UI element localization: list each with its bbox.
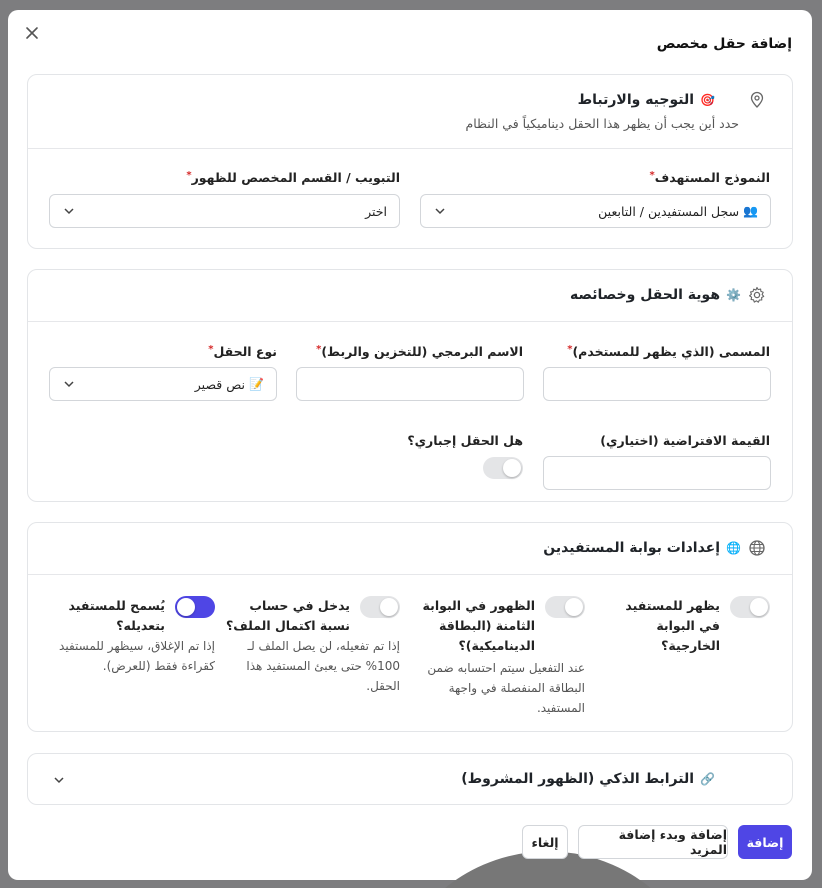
close-icon — [24, 25, 40, 41]
target-emoji-icon: 🎯 — [700, 93, 715, 107]
link-emoji-icon: 🔗 — [700, 772, 715, 786]
required-marker: * — [316, 344, 322, 355]
toggle-knob — [177, 598, 195, 616]
tab-section-value: اختر — [365, 203, 387, 219]
eighth-portal-label: الظهور في البوابة الثامنة (البطاقة الديناميكية)؟ — [422, 598, 535, 653]
code-name-label — [315, 344, 523, 359]
cancel-button[interactable]: إلغاء — [522, 825, 568, 859]
required-question-label: هل الحقل إجباري؟ — [407, 433, 523, 448]
modal-title: إضافة حقل مخصص — [656, 36, 792, 52]
add-button[interactable]: إضافة — [738, 825, 792, 859]
gear-emoji-icon: ⚙️ — [726, 288, 741, 302]
field-type-value-text: نص قصير — [194, 376, 246, 392]
required-marker: * — [208, 344, 214, 355]
smart-link-title — [461, 771, 715, 787]
map-pin-icon — [748, 91, 766, 109]
eighth-portal-toggle[interactable] — [545, 596, 585, 618]
required-toggle[interactable] — [483, 457, 523, 479]
allow-edit-toggle[interactable] — [175, 596, 215, 618]
close-button[interactable] — [22, 24, 42, 44]
target-model-value-text: سجل المستفيدين / التابعين — [598, 203, 740, 219]
portal-card-header — [28, 523, 792, 575]
smart-link-title-text: الترابط الذكي (الظهور المشروط) — [461, 771, 695, 787]
target-model-value — [447, 204, 758, 219]
eighth-portal-desc: عند التفعيل سيتم احتسابه ضمن البطاقة المنفصلة في واجهة المستفيد. — [427, 661, 585, 715]
identity-title-text: هوية الحقل وخصائصه — [569, 287, 721, 303]
profile-completion-desc: إذا تم تفعيله، لن يصل الملف لـ 100% حتى يعبئ المستفيد هذا الحقل. — [246, 639, 400, 693]
portal-title-text: إعدادات بوابة المستفيدين — [543, 540, 721, 556]
allow-edit-label: يُسمح للمستفيد بتعديله؟ — [68, 598, 165, 633]
globe-emoji-icon: 🌐 — [726, 541, 741, 555]
globe-icon — [748, 539, 766, 557]
display-name-label-text: المسمى (الذي يظهر للمستخدم) — [572, 344, 770, 359]
required-marker: * — [649, 170, 655, 181]
portal-title — [543, 540, 741, 556]
default-value-label: القيمة الافتراضية (اختياري) — [600, 433, 770, 448]
code-name-input[interactable] — [296, 367, 524, 401]
tab-section-select[interactable] — [49, 194, 400, 228]
required-marker: * — [567, 344, 573, 355]
field-type-value — [76, 377, 264, 392]
toggle-knob — [565, 598, 583, 616]
chevron-down-icon — [62, 377, 76, 391]
profile-completion-toggle[interactable] — [360, 596, 400, 618]
allow-edit-desc: إذا تم الإغلاق، سيظهر للمستفيد كقراءة فقط (للعرض). — [59, 639, 215, 673]
routing-subtitle: حدد أين يجب أن يظهر هذا الحقل ديناميكياً في النظام — [465, 116, 739, 131]
default-value-input[interactable] — [543, 456, 771, 490]
modal-header — [8, 10, 812, 74]
identity-title — [570, 287, 741, 303]
toggle-knob — [750, 598, 768, 616]
target-model-label — [649, 170, 770, 185]
smart-link-card[interactable] — [27, 753, 793, 805]
gear-icon — [748, 286, 766, 304]
tab-section-label-text: التبويب / القسم المخصص للظهور — [191, 170, 400, 185]
routing-title — [578, 92, 715, 108]
add-custom-field-modal — [8, 10, 812, 880]
show-in-external-portal-label: يظهر للمستفيد في البوابة الخارجية؟ — [625, 598, 720, 653]
routing-card-header — [28, 75, 792, 149]
field-type-select[interactable] — [49, 367, 277, 401]
toggle-knob — [380, 598, 398, 616]
target-model-label-text: النموذج المستهدف — [654, 170, 770, 185]
tab-section-label — [185, 170, 400, 185]
memo-icon: 📝 — [249, 377, 264, 391]
routing-title-text: التوجيه والارتباط — [577, 92, 695, 108]
profile-completion-label: يدخل في حساب نسبة اكتمال الملف؟ — [226, 598, 350, 633]
display-name-input[interactable] — [543, 367, 771, 401]
required-marker: * — [186, 170, 192, 181]
add-and-continue-button[interactable]: إضافة وبدء إضافة المزيد — [578, 825, 728, 859]
display-name-label — [566, 344, 770, 359]
show-in-external-portal-toggle[interactable] — [730, 596, 770, 618]
routing-card — [27, 74, 793, 249]
code-name-label-text: الاسم البرمجي (للتخزين والربط) — [321, 344, 523, 359]
people-icon: 👥 — [743, 204, 758, 218]
chevron-down-icon — [62, 204, 76, 218]
portal-settings-card — [27, 522, 793, 732]
toggle-knob — [503, 459, 521, 477]
identity-card — [27, 269, 793, 502]
field-type-label — [207, 344, 277, 359]
target-model-select[interactable] — [420, 194, 771, 228]
chevron-down-icon — [52, 773, 66, 787]
chevron-down-icon — [433, 204, 447, 218]
field-type-label-text: نوع الحقل — [213, 344, 277, 359]
identity-card-header — [28, 270, 792, 322]
